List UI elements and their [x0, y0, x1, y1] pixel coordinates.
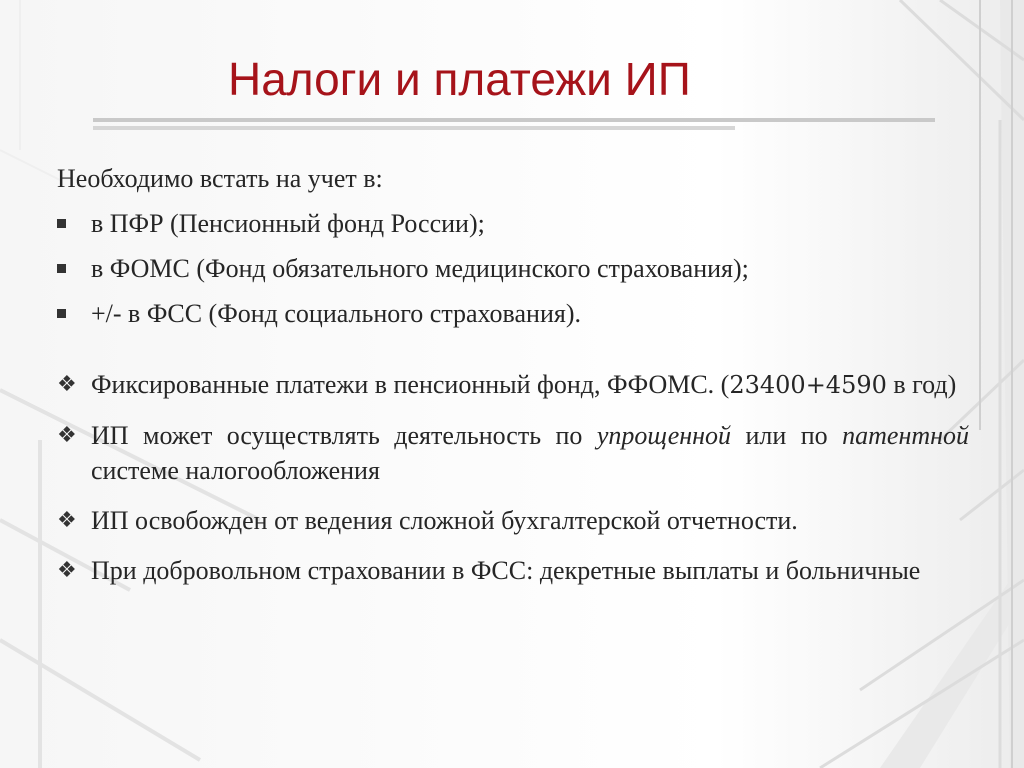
- point-text-mid: или по: [731, 421, 843, 450]
- point-text-end: системе налогообложения: [91, 456, 380, 485]
- list-item: [57, 503, 969, 538]
- square-bullet-icon: [57, 264, 66, 273]
- list-item: [57, 367, 969, 403]
- list-item: [57, 553, 969, 588]
- payment-amounts: 23400+4590: [729, 371, 887, 399]
- ornament-v-bullet-icon: ❖: [57, 372, 77, 397]
- square-bullet-icon: [57, 309, 66, 318]
- title-rule-short: [93, 126, 735, 130]
- registration-list: [57, 201, 969, 336]
- slide-title: Налоги и платежи ИП: [228, 53, 691, 105]
- title-rule-long: [93, 118, 935, 122]
- patent-system-term: патентной: [842, 421, 970, 450]
- simplified-system-term: упрощенной: [596, 421, 732, 450]
- registration-text: в ФОМС (Фонд обязательного медицинского страхования);: [91, 254, 749, 283]
- list-item: [57, 291, 969, 336]
- ornament-v-bullet-icon: ❖: [57, 423, 77, 448]
- point-text: При добровольном страховании в ФСС: декретные выплаты и больничные: [91, 556, 921, 585]
- ornament-v-bullet-icon: ❖: [57, 508, 77, 533]
- slide-body: [57, 156, 969, 595]
- list-item: [57, 246, 969, 291]
- list-item: [57, 201, 969, 246]
- point-text: ИП освобожден от ведения сложной бухгалтерской отчетности.: [91, 506, 798, 535]
- point-text-start: ИП может осуществлять деятельность по: [91, 421, 597, 450]
- point-text-end: в год): [886, 370, 957, 399]
- ornament-v-bullet-icon: ❖: [57, 558, 77, 583]
- list-item: [57, 418, 969, 488]
- point-text-start: Фиксированные платежи в пенсионный фонд, ФФОМС. (: [91, 370, 730, 399]
- key-points-list: [57, 367, 969, 588]
- registration-text: в ПФР (Пенсионный фонд России);: [91, 209, 485, 238]
- intro-text: Необходимо встать на учет в:: [57, 164, 383, 193]
- registration-text: +/- в ФСС (Фонд социального страхования).: [91, 299, 581, 328]
- square-bullet-icon: [57, 219, 66, 228]
